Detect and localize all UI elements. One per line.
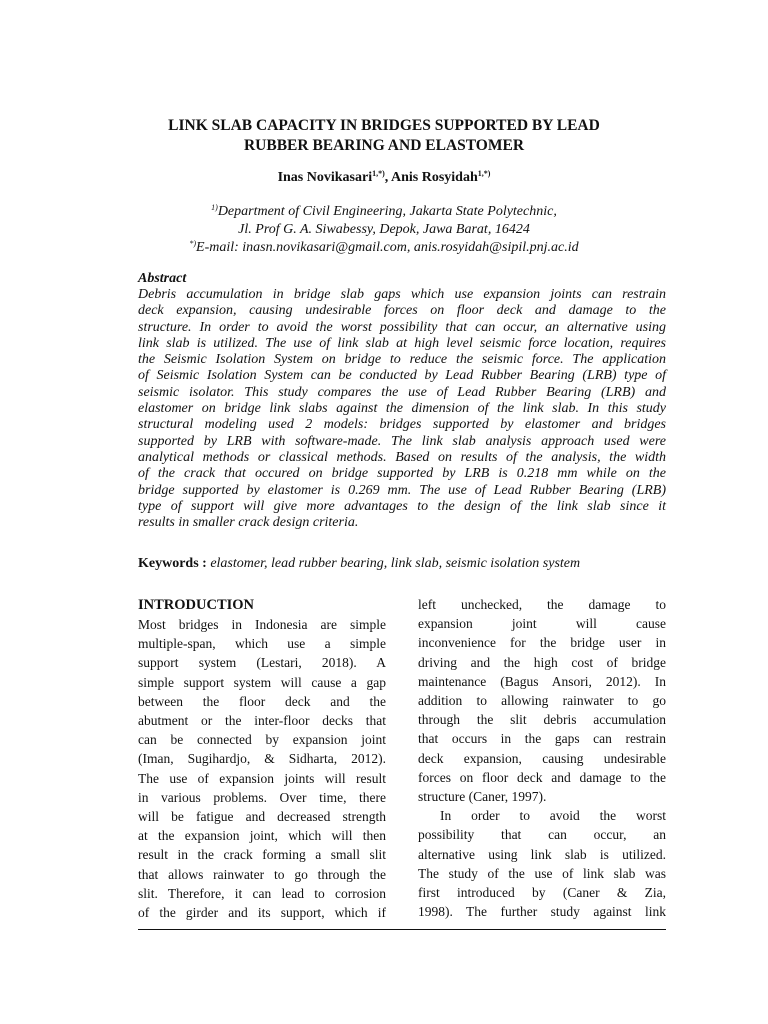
introduction-line: result in the crack forming a small slit	[138, 847, 386, 863]
abstract-line: of Seismic Isolation System can be conducted by Lead Rubber Bearing (LRB) type of	[138, 368, 666, 384]
abstract-line: bridge supported by elastomer is 0.269 mm. The use of Lead Rubber Bearing (LRB)	[138, 482, 666, 498]
title-line-1: LINK SLAB CAPACITY IN BRIDGES SUPPORTED BY LEAD	[168, 117, 600, 134]
introduction-line: forces on floor deck and damage to the	[418, 769, 666, 785]
introduction-line: in various problems. Over time, there	[138, 789, 386, 805]
affiliation-block	[100, 203, 668, 257]
abstract-line: supported by LRB with software-made. The link slab analysis approach used were	[138, 433, 666, 449]
introduction-right-text	[418, 595, 666, 921]
introduction-line: maintenance (Bagus Ansori, 2012). In	[418, 673, 666, 689]
introduction-line: Most bridges in Indonesia are simple	[138, 617, 386, 632]
author-2-affiliation-mark: 1,*)	[477, 169, 491, 178]
author-2-name: Anis Rosyidah	[391, 170, 478, 185]
footer-divider	[138, 929, 666, 930]
introduction-line: slit. Therefore, it can lead to corrosion	[138, 885, 386, 901]
introduction-line: between the floor deck and the	[138, 693, 386, 709]
abstract-heading: Abstract	[138, 271, 187, 286]
keywords-label: Keywords :	[138, 556, 207, 571]
introduction-line: expansion joint will cause	[418, 616, 666, 632]
abstract-line: type of support will give more advantages to the design of the link slab since it	[138, 498, 666, 514]
introduction-line: The study of the use of link slab was	[418, 865, 666, 881]
affiliation-line-2: Jl. Prof G. A. Siwabessy, Depok, Jawa Barat, 16424	[238, 222, 530, 237]
email-mark: *)	[189, 239, 197, 248]
author-list	[100, 169, 668, 187]
abstract-body	[138, 287, 666, 531]
introduction-line: alternative using link slab is utilized.	[418, 846, 666, 862]
abstract-line: results in smaller crack design criteria.	[138, 515, 359, 531]
introduction-line: at the expansion joint, which will then	[138, 828, 386, 844]
abstract-line: analytical methods or classical methods. Based on results of the analysis, the width	[138, 449, 666, 465]
email-addresses: E-mail: inasn.novikasari@gmail.com, anis.rosyidah@sipil.pnj.ac.id	[196, 240, 579, 255]
introduction-left-column	[138, 595, 386, 922]
introduction-line: multiple-span, which use a simple	[138, 636, 386, 652]
abstract-line: seismic isolator. This study compares the use of Lead Rubber Bearing (LRB) and	[138, 384, 666, 400]
introduction-line: possibility that can occur, an	[418, 827, 666, 843]
author-separator: ,	[384, 170, 391, 185]
introduction-line: structure (Caner, 1997).	[418, 789, 547, 805]
introduction-line: through the slit debris accumulation	[418, 712, 666, 728]
introduction-line: support system (Lestari, 2018). A	[138, 655, 386, 671]
introduction-line: abutment or the inter-floor decks that	[138, 713, 386, 729]
introduction-line: inconvenience for the bridge user in	[418, 635, 666, 651]
introduction-line: can be connected by expansion joint	[138, 732, 386, 748]
introduction-line: of the girder and its support, which if	[138, 905, 386, 921]
paper-title	[100, 116, 668, 156]
introduction-line: that occurs in the gaps can restrain	[418, 731, 666, 747]
introduction-line: (Iman, Sugihardjo, & Sidharta, 2012).	[138, 751, 386, 767]
introduction-line: will be fatigue and decreased strength	[138, 809, 386, 825]
keywords-line	[138, 555, 580, 573]
introduction-line: deck expansion, causing undesirable	[418, 750, 666, 766]
abstract-line: the Seismic Isolation System on bridge to reduce the seismic force. The application	[138, 352, 666, 368]
abstract-line: elastomer on bridge link slabs against the dimension of the link slab. In this study	[138, 401, 666, 417]
introduction-line: first introduced by (Caner & Zia,	[418, 885, 666, 901]
abstract-line: Debris accumulation in bridge slab gaps which use expansion joints can restrain	[138, 287, 666, 302]
introduction-right-column	[418, 595, 666, 921]
affiliation-email-line	[100, 239, 668, 257]
abstract-line: deck expansion, causing undesirable forces on floor deck and damage to the	[138, 303, 666, 319]
introduction-line: In order to avoid the worst	[440, 808, 666, 824]
abstract-line: structure. In order to avoid the worst possibility that can occur, an alternative using	[138, 319, 666, 335]
introduction-line: simple support system will cause a gap	[138, 674, 386, 690]
introduction-line: driving and the high cost of bridge	[418, 654, 666, 670]
affiliation-line-1	[100, 203, 668, 221]
introduction-line: 1998). The further study against link	[418, 904, 666, 920]
author-1-name: Inas Novikasari	[277, 170, 373, 185]
introduction-heading: INTRODUCTION	[138, 597, 255, 613]
abstract-line: of the crack that occured on bridge supported by LRB is 0.218 mm while on the	[138, 466, 666, 482]
introduction-line: The use of expansion joints will result	[138, 770, 386, 786]
keywords-text: elastomer, lead rubber bearing, link slab, seismic isolation system	[210, 556, 581, 571]
introduction-line: left unchecked, the damage to	[418, 597, 666, 612]
affiliation-department: Department of Civil Engineering, Jakarta State Polytechnic,	[217, 204, 557, 219]
abstract-line: link slab is utilized. The use of link slab at high level seismic force location, requires	[138, 335, 666, 351]
title-line-2: RUBBER BEARING AND ELASTOMER	[243, 137, 525, 154]
abstract-line: structural modeling used 2 models: bridges supported by elastomer and bridges	[138, 417, 666, 433]
introduction-left-text	[138, 615, 386, 922]
author-1-affiliation-mark: 1,*)	[372, 169, 385, 178]
affiliation-mark: 1)	[211, 203, 218, 212]
introduction-line: addition to allowing rainwater to go	[418, 693, 666, 709]
introduction-line: that allows rainwater to go through the	[138, 866, 386, 882]
